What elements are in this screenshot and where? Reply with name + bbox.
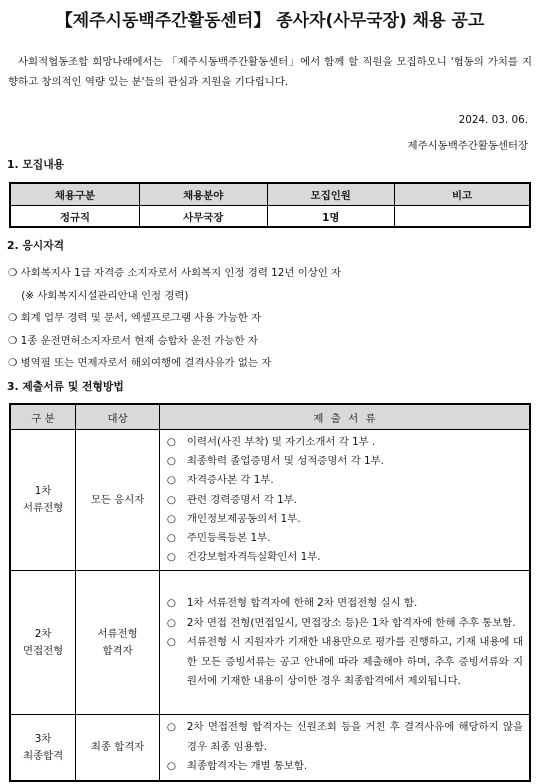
- item-text: 관련 경력증명서 각 1부.: [186, 493, 298, 506]
- stage-cell: [10, 571, 76, 715]
- header-cell: 채용분야: [140, 183, 268, 206]
- item-text: 최종합격자는 개별 통보함.: [186, 760, 308, 773]
- list-item: (※ 사회복지시설관리안내 인정 경력): [8, 289, 189, 302]
- recruitment-table: [9, 182, 531, 228]
- list-item: [167, 718, 523, 757]
- item-text: 자격증사본 각 1부.: [186, 474, 274, 487]
- target-text: 서류전형: [97, 627, 138, 640]
- table-row: [10, 715, 530, 781]
- intro-paragraph: 사회적협동조합 희망나래에서는 「제주시동백주간활동센터」에서 함께 할 직원을 모집하오니 '협동의 가치를 지향하고 창의적인 역량 있는 분'들의 관심과 지원을 기다립니다.: [8, 56, 532, 88]
- item-text: 서류전형 시 지원자가 기재한 내용만으로 평가를 진행하고, 기재 내용에 대한 모든 증빙서류는 공고 안내에 따라 제출해야 하며, 추후 증빙서류와 지원서에 기재한 내용이 상이한 경우 최종합격에서 제외됩니다.: [186, 636, 523, 688]
- documents-cell: [159, 571, 530, 715]
- list-item: [167, 548, 523, 567]
- notice-title: 【제주시동백주간활동센터】 종사자(사무국장) 채용 공고: [55, 11, 485, 31]
- section1-title: 1. 모집내용: [7, 158, 65, 171]
- list-item: [167, 510, 523, 529]
- circle-bullet-icon: ○: [166, 512, 176, 525]
- list-item: [167, 594, 523, 614]
- header-cell: 제 출 서 류: [159, 404, 530, 430]
- stage-number: 2차: [34, 627, 52, 640]
- qualification-list: [8, 262, 532, 375]
- header-cell: 비고: [395, 183, 531, 206]
- stage-cell: [10, 715, 76, 781]
- list-item: [167, 471, 523, 490]
- stage-number: 3차: [34, 732, 52, 745]
- target-cell: [76, 715, 160, 781]
- circle-bullet-icon: ○: [166, 721, 176, 734]
- circle-bullet-icon: ○: [166, 474, 176, 487]
- notice-date: 2024. 03. 06.: [458, 114, 528, 126]
- circle-bullet-icon: ○: [166, 636, 176, 649]
- table-cell: 정규직: [10, 206, 140, 228]
- table-cell: 사무국장: [140, 206, 268, 228]
- circle-bullet-icon: ○: [166, 760, 176, 773]
- table-cell: [395, 206, 531, 228]
- list-item: ❍ 1종 운전면허소지자로서 현재 승합차 운전 가능한 자: [8, 334, 258, 347]
- stage-name: 서류전형: [23, 502, 64, 515]
- item-text: 2차 면접전형 합격자는 신원조회 등을 거친 후 결격사유에 해당하지 않을 경우 최종 임용함.: [186, 721, 523, 753]
- target-text: 모든 응시자: [90, 493, 145, 506]
- item-text: 이력서(사진 부착) 및 자기소개서 각 1부 .: [186, 436, 376, 448]
- list-item: [167, 633, 523, 692]
- list-item: [167, 452, 523, 471]
- list-item: ❍ 사회복지사 1급 자격증 소지자로서 사회복지 인정 경력 12년 이상인 자: [8, 267, 342, 279]
- item-text: 건강보험자격득실확인서 1부.: [186, 551, 321, 564]
- circle-bullet-icon: ○: [166, 616, 176, 629]
- list-item: [167, 491, 523, 510]
- table-row: [10, 430, 530, 571]
- documents-cell: [159, 715, 530, 781]
- target-text: 최종 합격자: [90, 741, 145, 754]
- table-cell: 1명: [267, 206, 395, 228]
- item-text: 주민등록등본 1부.: [186, 532, 271, 545]
- target-cell: [76, 571, 160, 715]
- item-text: 2차 면접 전형(면접일시, 면접장소 등)은 1차 합격자에 한해 추후 통보함.: [186, 616, 516, 629]
- stage-name: 최종합격: [23, 749, 64, 762]
- circle-bullet-icon: ○: [166, 532, 176, 545]
- circle-bullet-icon: ○: [166, 493, 176, 506]
- header-cell: 구 분: [10, 404, 76, 430]
- table-header-row: [10, 183, 530, 206]
- table-header-row: [10, 404, 530, 430]
- list-item: [167, 529, 523, 548]
- item-text: 1차 서류전형 합격자에 한해 2차 면접전형 실시 함.: [186, 597, 418, 610]
- section3-title: 3. 제출서류 및 전형방법: [7, 380, 124, 393]
- documents-cell: [159, 430, 530, 571]
- table-row: [10, 571, 530, 715]
- list-item: ❍ 회계 업무 경력 및 문서, 엑셀프로그램 사용 가능한 자: [8, 312, 262, 324]
- table-row: [10, 206, 530, 228]
- list-item: [167, 614, 523, 634]
- item-text: 개인정보제공동의서 1부.: [186, 512, 301, 525]
- circle-bullet-icon: ○: [166, 551, 176, 564]
- target-text: 합격자: [102, 644, 133, 657]
- item-text: 최종학력 졸업증명서 및 성적증명서 각 1부.: [186, 455, 384, 468]
- stage-number: 1차: [34, 485, 52, 498]
- organization-name: 제주시동백주간활동센터장: [407, 140, 528, 152]
- section2-title: 2. 응시자격: [7, 239, 65, 252]
- header-cell: 대상: [76, 404, 160, 430]
- circle-bullet-icon: ○: [166, 597, 176, 610]
- header-cell: 채용구분: [10, 183, 140, 206]
- circle-bullet-icon: ○: [166, 436, 176, 448]
- list-item: [167, 757, 523, 777]
- list-item: ❍ 병역필 또는 면제자로서 해외여행에 결격사유가 없는 자: [8, 357, 272, 369]
- documents-table: [9, 403, 531, 782]
- stage-cell: [10, 430, 76, 571]
- target-cell: [76, 430, 160, 571]
- header-cell: 모집인원: [267, 183, 395, 206]
- list-item: [167, 433, 523, 452]
- stage-name: 면접전형: [23, 644, 64, 657]
- circle-bullet-icon: ○: [166, 455, 176, 468]
